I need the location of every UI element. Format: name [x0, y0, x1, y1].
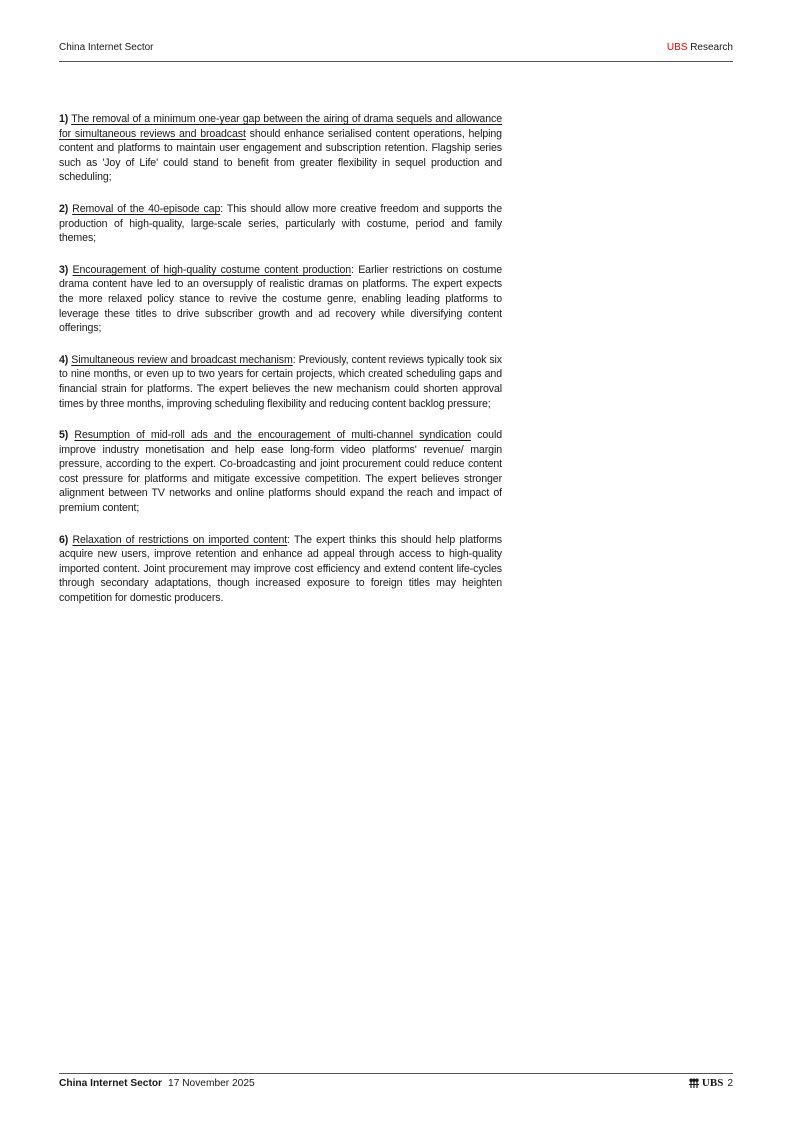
item-body: : This should allow more creative freedom and supports the production of high-quality, large-scale series, particularly with costume, period and family themes;: [59, 202, 502, 245]
page-number: 2: [727, 1077, 733, 1089]
list-item: [59, 263, 502, 336]
item-body: could improve industry monetisation and help ease long-form video platforms' revenue/ margin pressure, according to the expert. Co-broadcasting and joint procurement could reduce content cost pressure for platforms and mitigate excessive competition. The expert believes stronger alignment between TV networks and online platforms should expand the reach and impact of premium content;: [59, 429, 502, 515]
item-number: 2): [59, 202, 69, 215]
list-item: [59, 353, 502, 411]
list-item: [59, 202, 502, 246]
item-body: : Earlier restrictions on costume drama content have led to an oversupply of realistic dramas on platforms. The expert expects the more relaxed policy stance to revive the costume genre, enabling leading platforms to leverage these titles to drive subscriber growth and ad recovery while diversifying content offerings;: [59, 263, 502, 335]
header-brand-accent: UBS: [666, 42, 688, 53]
item-number: 5): [59, 429, 69, 442]
item-body: : The expert thinks this should help platforms acquire new users, improve retention and enhance ad appeal through access to high-quality imported content. Joint procurement may improve cost efficiency and extend content life-cycles through secondary adaptations, though increased exposure to foreign titles may heighten competition for domestic producers.: [59, 533, 503, 605]
list-item: [59, 112, 502, 185]
item-number: 1): [59, 113, 69, 125]
ubs-logo-text: UBS: [701, 1077, 724, 1089]
header-brand: [667, 42, 733, 53]
item-heading: Encouragement of high-quality costume content production: [72, 263, 352, 276]
item-body: : Previously, content reviews typically took six to nine months, or even up to two years for certain projects, which created scheduling gaps and financial strain for platforms. The expert believes the new mechanism could shorten approval times by three months, improving scheduling flexibility and reducing content backlog pressure;: [59, 353, 503, 410]
footer-right: [688, 1077, 733, 1089]
footer-title: China Internet Sector: [59, 1077, 163, 1089]
item-heading: Removal of the 40-episode cap: [72, 202, 221, 215]
item-heading: The removal of a minimum one-year gap between the airing of drama sequels and allowance for simultaneous reviews and broadcast: [59, 113, 502, 140]
list-item: [59, 533, 502, 606]
footer-left: [59, 1078, 255, 1089]
item-number: 3): [59, 263, 69, 276]
page-footer: [59, 1073, 733, 1089]
header-brand-suffix: Research: [687, 42, 733, 53]
item-heading: Relaxation of restrictions on imported content: [72, 533, 288, 546]
item-number: 4): [59, 353, 69, 366]
list-item: [59, 428, 502, 516]
item-number: 6): [59, 533, 69, 546]
page-header: [59, 42, 733, 62]
item-heading: Resumption of mid-roll ads and the encouragement of multi-channel syndication: [74, 429, 472, 442]
ubs-logo: [688, 1077, 723, 1089]
footer-date: 17 November 2025: [168, 1077, 255, 1089]
item-heading: Simultaneous review and broadcast mechanism: [71, 353, 293, 366]
main-content: [59, 112, 502, 623]
item-body: should enhance serialised content operations, helping content and platforms to maintain user engagement and subscription retention. Flagship series such as 'Joy of Life' could stand to benefit from greater flexibility in sequel production and scheduling;: [59, 127, 502, 184]
ubs-keys-icon: [688, 1078, 700, 1089]
header-section-title: China Internet Sector: [59, 42, 154, 53]
